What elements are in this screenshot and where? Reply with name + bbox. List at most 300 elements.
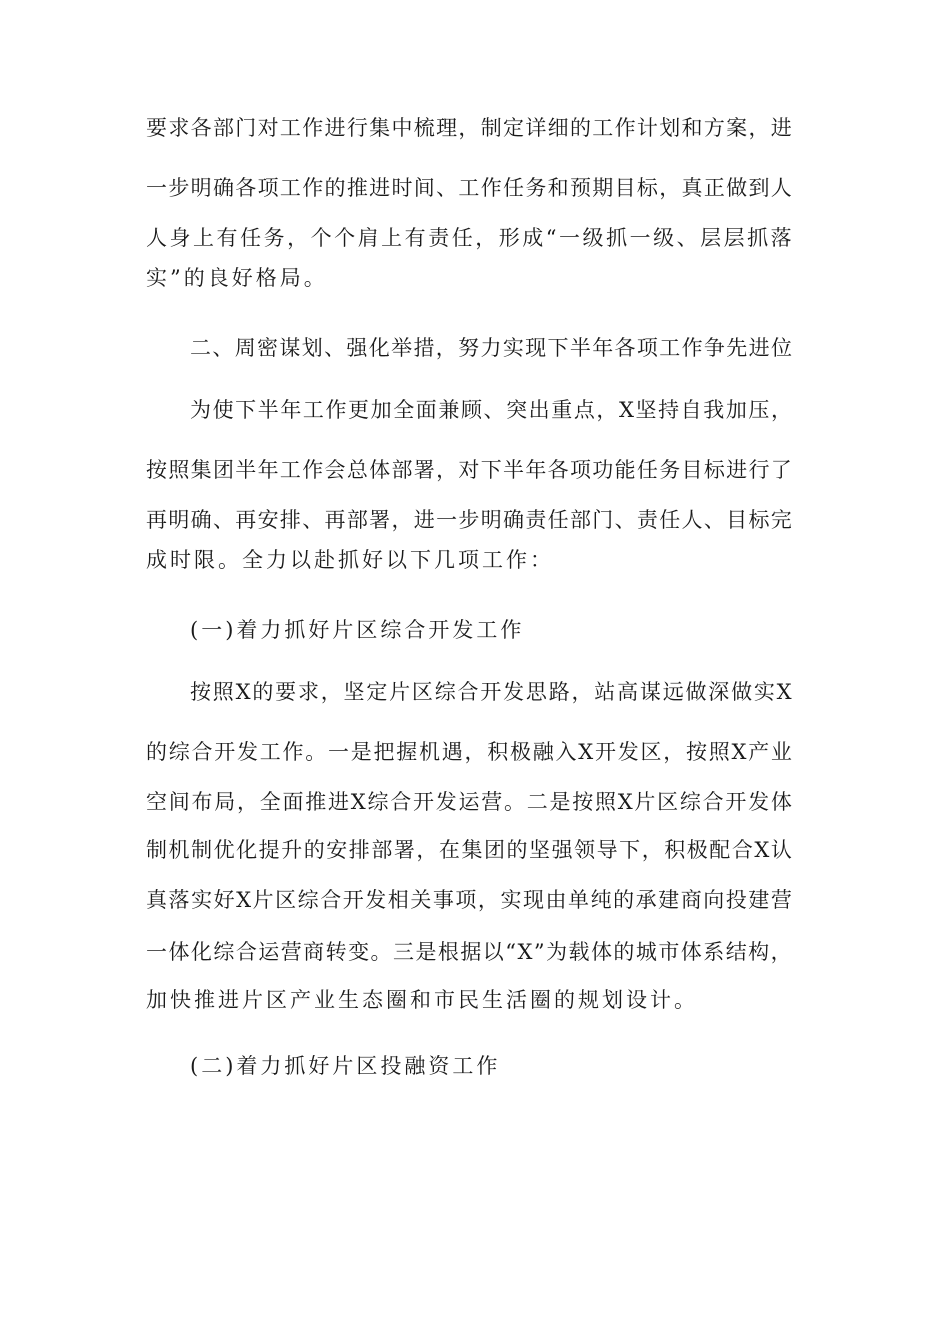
glyph: 正	[703, 176, 725, 200]
glyph: 实	[502, 336, 524, 360]
glyph: 部	[569, 508, 591, 532]
glyph: 认	[770, 838, 792, 862]
glyph: 理	[436, 116, 458, 140]
glyph: 局	[214, 790, 236, 814]
glyph: 的	[613, 888, 635, 912]
glyph: 力	[480, 336, 502, 360]
glyph: 城	[635, 940, 657, 964]
glyph: 一	[436, 508, 458, 532]
glyph: 确	[190, 508, 212, 532]
glyph: 坚	[529, 838, 551, 862]
glyph: 确	[212, 176, 234, 200]
glyph: 握	[396, 740, 418, 764]
glyph: 路	[548, 680, 570, 704]
glyph: 求	[168, 116, 190, 140]
text-line: 成时限。全力以赴抓好以下几项工作：	[146, 548, 554, 572]
glyph: 照	[168, 458, 190, 482]
glyph: 合	[235, 940, 257, 964]
glyph: 工	[302, 398, 324, 422]
glyph: 体	[770, 790, 792, 814]
glyph: 商	[303, 940, 325, 964]
glyph: 个	[310, 226, 332, 250]
glyph: 运	[258, 940, 280, 964]
text-line	[190, 670, 792, 714]
glyph: 标	[748, 508, 770, 532]
glyph: 、	[436, 176, 458, 200]
glyph: 开	[412, 790, 434, 814]
glyph: 间	[168, 790, 190, 814]
glyph: 现	[522, 888, 544, 912]
text-line	[146, 878, 792, 922]
glyph: 项	[257, 176, 279, 200]
glyph: 措	[413, 336, 435, 360]
glyph: 工	[279, 176, 301, 200]
glyph: 综	[213, 940, 235, 964]
glyph: 、	[614, 508, 636, 532]
glyph: 工	[659, 336, 681, 360]
glyph: 压	[748, 398, 770, 422]
glyph: 任	[240, 226, 262, 250]
glyph: 按	[190, 680, 211, 704]
glyph: 高	[617, 680, 639, 704]
glyph: 建	[748, 888, 770, 912]
glyph: 划	[301, 336, 323, 360]
glyph: 一	[559, 226, 581, 250]
glyph: 方	[703, 116, 725, 140]
glyph: 开	[725, 790, 747, 814]
glyph: 团	[212, 458, 234, 482]
glyph: 坚	[635, 398, 657, 422]
glyph: 自	[680, 398, 702, 422]
glyph: 深	[708, 680, 730, 704]
text-line	[146, 780, 792, 824]
glyph: 会	[324, 458, 346, 482]
glyph: 开	[342, 888, 364, 912]
glyph: 中	[391, 116, 413, 140]
glyph: 工	[592, 116, 614, 140]
glyph: 照	[708, 740, 730, 764]
glyph: 事	[432, 888, 454, 912]
glyph: 目	[726, 508, 748, 532]
glyph: 项	[636, 336, 658, 360]
glyph: 半	[235, 458, 257, 482]
glyph: 下	[235, 398, 257, 422]
glyph: 各	[614, 336, 636, 360]
glyph: 推	[346, 176, 368, 200]
glyph: ，	[320, 680, 342, 704]
glyph: 到	[748, 176, 770, 200]
glyph: 谋	[639, 680, 661, 704]
glyph: 区	[640, 740, 662, 764]
glyph: 制	[191, 838, 213, 862]
glyph: 有	[216, 226, 238, 250]
glyph: 好	[213, 888, 235, 912]
glyph: 安	[326, 838, 348, 862]
glyph: 明	[480, 508, 502, 532]
glyph: 空	[146, 790, 167, 814]
glyph: 进	[770, 116, 792, 140]
glyph: 真	[146, 888, 167, 912]
glyph: 区	[275, 888, 297, 912]
glyph: 下	[619, 838, 641, 862]
glyph: 下	[480, 458, 502, 482]
glyph: 作	[282, 740, 304, 764]
text-line	[146, 730, 792, 774]
glyph: 建	[658, 888, 680, 912]
glyph: 制	[480, 116, 502, 140]
glyph: 和	[681, 116, 703, 140]
glyph: 制	[146, 838, 167, 862]
glyph: 部	[391, 458, 413, 482]
glyph: 部	[346, 508, 368, 532]
glyph: 配	[709, 838, 731, 862]
glyph: 层	[700, 226, 722, 250]
glyph: 期	[592, 176, 614, 200]
glyph: 按	[572, 790, 594, 814]
glyph: 计	[636, 116, 658, 140]
glyph: 谋	[279, 336, 301, 360]
glyph: 化	[236, 838, 258, 862]
glyph: 部	[371, 838, 393, 862]
glyph: 极	[510, 740, 531, 764]
glyph: ，	[464, 740, 486, 764]
glyph: 争	[703, 336, 725, 360]
glyph: 抓	[606, 226, 628, 250]
glyph: 一	[328, 740, 349, 764]
glyph: 系	[703, 940, 725, 964]
glyph: 任	[636, 458, 658, 482]
glyph: 开	[480, 680, 502, 704]
glyph: 营	[481, 790, 503, 814]
glyph: 下	[547, 336, 569, 360]
glyph: 实	[753, 680, 775, 704]
glyph: 远	[662, 680, 684, 704]
glyph: 照	[594, 790, 616, 814]
glyph: 门	[235, 116, 257, 140]
glyph: 投	[725, 888, 747, 912]
glyph: 产	[748, 740, 770, 764]
glyph: 进	[328, 790, 349, 814]
glyph: 任	[503, 176, 524, 200]
glyph: ，	[416, 838, 438, 862]
glyph: 年	[280, 398, 302, 422]
glyph: 行	[748, 458, 770, 482]
glyph: 体	[680, 940, 702, 964]
text-line	[146, 828, 792, 872]
glyph: 一	[146, 176, 167, 200]
glyph: 要	[275, 680, 297, 704]
glyph: X	[754, 838, 770, 862]
glyph: 升	[281, 838, 303, 862]
glyph: 把	[373, 740, 395, 764]
glyph: 站	[594, 680, 616, 704]
glyph: 合	[731, 838, 753, 862]
glyph: 署	[393, 838, 415, 862]
text-line	[146, 106, 792, 150]
glyph: 体	[590, 940, 612, 964]
glyph: 责	[636, 508, 658, 532]
glyph: 各	[547, 458, 569, 482]
glyph: 再	[235, 508, 257, 532]
glyph: 任	[451, 226, 473, 250]
glyph: 化	[368, 336, 390, 360]
glyph: 上	[193, 226, 215, 250]
glyph: 综	[168, 740, 190, 764]
glyph: “	[545, 226, 557, 250]
glyph: 合	[702, 790, 724, 814]
glyph: 项	[455, 888, 477, 912]
glyph: 间	[413, 176, 435, 200]
glyph: 的	[569, 116, 591, 140]
glyph: 开	[594, 740, 616, 764]
glyph: 排	[279, 508, 301, 532]
glyph: 、	[302, 508, 324, 532]
glyph: 商	[680, 888, 702, 912]
glyph: 作	[681, 336, 703, 360]
glyph: 门	[592, 508, 614, 532]
text-line: 加快推进片区产业生态圈和市民生活圈的规划设计。	[146, 988, 698, 1012]
text-line	[146, 498, 792, 542]
glyph: 署	[413, 458, 435, 482]
glyph: 承	[635, 888, 657, 912]
glyph: 排	[348, 838, 370, 862]
glyph: 进	[748, 336, 770, 360]
glyph: 工	[259, 740, 281, 764]
glyph: X	[517, 940, 533, 964]
glyph: 再	[324, 508, 346, 532]
glyph: 入	[555, 740, 577, 764]
glyph: 点	[573, 398, 595, 422]
glyph: 实	[191, 888, 213, 912]
glyph: 根	[437, 940, 459, 964]
glyph: 对	[458, 458, 480, 482]
glyph: 肩	[357, 226, 379, 250]
glyph: 进	[369, 176, 391, 200]
glyph: 安	[257, 508, 279, 532]
glyph: ，	[596, 398, 618, 422]
glyph: 全	[393, 398, 415, 422]
text-line	[146, 166, 792, 210]
glyph: 在	[438, 838, 460, 862]
glyph: 领	[574, 838, 596, 862]
glyph: 任	[547, 508, 569, 532]
glyph: 工	[279, 458, 301, 482]
glyph: 年	[525, 458, 547, 482]
glyph: 总	[346, 458, 368, 482]
glyph: 面	[415, 398, 437, 422]
glyph: ，	[770, 398, 792, 422]
glyph: 务	[659, 458, 681, 482]
glyph: ，	[435, 336, 457, 360]
text-line: (二)着力抓好片区投融资工作	[190, 1054, 501, 1078]
glyph: 半	[569, 336, 591, 360]
text-line	[190, 326, 792, 370]
glyph: 优	[213, 838, 235, 862]
glyph: 一	[146, 940, 167, 964]
glyph: 划	[659, 116, 681, 140]
glyph: 全	[259, 790, 281, 814]
glyph: 做	[685, 680, 707, 704]
glyph: 区	[657, 790, 679, 814]
glyph: 预	[569, 176, 591, 200]
glyph: 各	[235, 176, 257, 200]
glyph: 结	[725, 940, 747, 964]
glyph: ”	[533, 940, 545, 964]
glyph: 综	[679, 790, 701, 814]
glyph: 标	[636, 176, 658, 200]
glyph: 按	[685, 740, 707, 764]
glyph: 是	[415, 940, 437, 964]
glyph: 关	[410, 888, 432, 912]
glyph: 转	[325, 940, 347, 964]
glyph: ，	[475, 226, 497, 250]
glyph: 务	[263, 226, 285, 250]
glyph: 化	[190, 940, 212, 964]
text-line	[146, 216, 792, 260]
glyph: ，	[458, 116, 480, 140]
glyph: 发	[237, 740, 258, 764]
glyph: 导	[596, 838, 618, 862]
glyph: 年	[257, 458, 279, 482]
glyph: 密	[257, 336, 279, 360]
glyph: 合	[457, 680, 479, 704]
glyph: 载	[568, 940, 590, 964]
glyph: 片	[634, 790, 656, 814]
glyph: 定	[503, 116, 524, 140]
glyph: 坚	[343, 680, 365, 704]
glyph: 由	[545, 888, 567, 912]
glyph: 、	[324, 336, 346, 360]
glyph: “	[505, 940, 516, 964]
glyph: 。	[370, 940, 392, 964]
glyph: 细	[547, 116, 569, 140]
glyph: 、	[483, 398, 505, 422]
glyph: 的	[146, 740, 167, 764]
glyph: 使	[212, 398, 234, 422]
glyph: 明	[168, 508, 190, 532]
glyph: ，	[770, 940, 792, 964]
glyph: 据	[460, 940, 482, 964]
text-line	[146, 930, 792, 974]
glyph: X	[617, 790, 633, 814]
glyph: 进	[413, 508, 435, 532]
glyph: 、	[703, 508, 725, 532]
glyph: 。	[305, 740, 327, 764]
glyph: 有	[404, 226, 426, 250]
glyph: ，	[663, 740, 685, 764]
glyph: 向	[703, 888, 725, 912]
glyph: ，	[748, 116, 770, 140]
glyph: 现	[525, 336, 547, 360]
glyph: 顾	[460, 398, 482, 422]
glyph: 工	[279, 116, 301, 140]
glyph: 为	[546, 940, 568, 964]
glyph: 提	[258, 838, 280, 862]
glyph: 推	[305, 790, 327, 814]
glyph: 构	[748, 940, 770, 964]
glyph: 能	[614, 458, 636, 482]
glyph: 步	[458, 508, 480, 532]
glyph: 抓	[747, 226, 769, 250]
glyph: 更	[348, 398, 370, 422]
glyph: 是	[350, 740, 372, 764]
glyph: 作	[302, 176, 324, 200]
glyph: 合	[191, 740, 213, 764]
glyph: 相	[387, 888, 409, 912]
glyph: 片	[389, 680, 411, 704]
glyph: 各	[190, 116, 212, 140]
glyph: 发	[617, 740, 639, 764]
glyph: 行	[346, 116, 368, 140]
glyph: 纯	[590, 888, 612, 912]
glyph: 和	[547, 176, 569, 200]
glyph: 的	[303, 838, 325, 862]
glyph: 发	[748, 790, 770, 814]
glyph: 发	[365, 888, 387, 912]
glyph: 真	[681, 176, 703, 200]
glyph: 开	[214, 740, 236, 764]
glyph: 定	[366, 680, 388, 704]
glyph: 标	[703, 458, 725, 482]
text-line: 实”的良好格局。	[146, 266, 328, 290]
glyph: 区	[411, 680, 433, 704]
glyph: 加	[725, 398, 747, 422]
glyph: 发	[435, 790, 457, 814]
glyph: 目	[681, 458, 703, 482]
glyph: 落	[168, 888, 190, 912]
glyph: 案	[726, 116, 748, 140]
glyph: 强	[551, 838, 573, 862]
glyph: 强	[346, 336, 368, 360]
glyph: 、	[212, 336, 234, 360]
glyph: 、	[212, 508, 234, 532]
glyph: 明	[190, 176, 212, 200]
glyph: 加	[370, 398, 392, 422]
glyph: X	[350, 790, 366, 814]
glyph: 身	[169, 226, 191, 250]
glyph: 二	[526, 790, 548, 814]
glyph: 集	[461, 838, 483, 862]
glyph: 按	[146, 458, 167, 482]
glyph: 综	[434, 680, 456, 704]
glyph: 照	[212, 680, 234, 704]
glyph: 以	[482, 940, 504, 964]
glyph: 积	[664, 838, 686, 862]
glyph: 三	[392, 940, 414, 964]
glyph: ，	[659, 176, 681, 200]
glyph: 实	[500, 888, 522, 912]
glyph: 集	[369, 116, 391, 140]
glyph: 面	[282, 790, 304, 814]
glyph: 求	[297, 680, 319, 704]
glyph: 务	[525, 176, 547, 200]
glyph: 机	[419, 740, 440, 764]
text-line: (一)着力抓好片区综合开发工作	[190, 618, 525, 642]
glyph: 变	[348, 940, 370, 964]
glyph: 落	[770, 226, 792, 250]
glyph: X	[235, 680, 251, 704]
glyph: 。	[503, 790, 525, 814]
glyph: 业	[770, 740, 792, 764]
glyph: 的	[252, 680, 274, 704]
glyph: 努	[458, 336, 480, 360]
glyph: 营	[280, 940, 302, 964]
glyph: ，	[436, 458, 458, 482]
glyph: 合	[320, 888, 342, 912]
glyph: 功	[592, 458, 614, 482]
glyph: 极	[686, 838, 708, 862]
glyph: 进	[324, 116, 346, 140]
